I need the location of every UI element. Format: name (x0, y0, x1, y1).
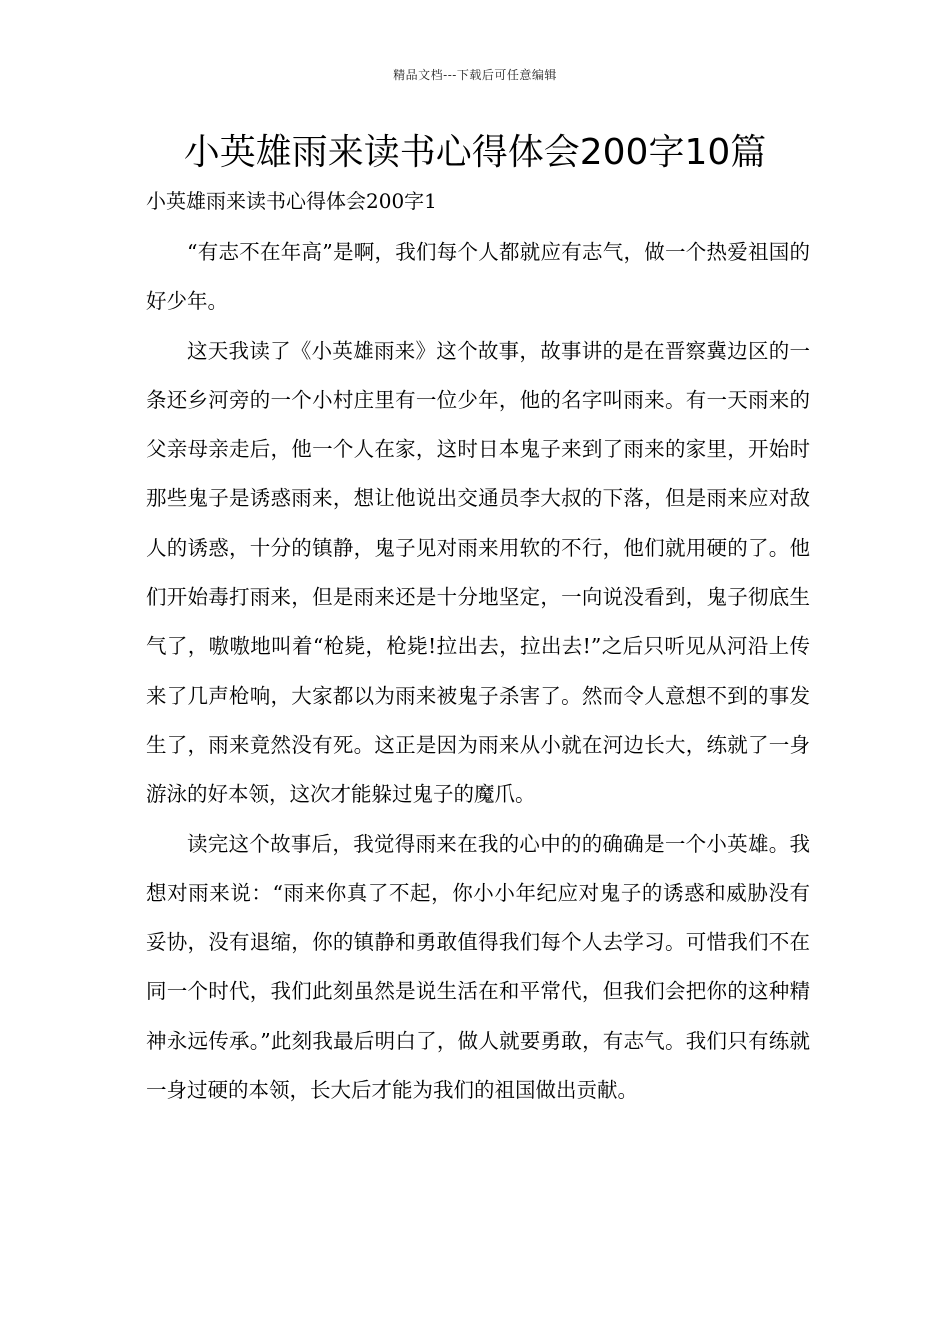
document-title: 小英雄雨来读书心得体会200字10篇 (183, 132, 767, 173)
section-heading: 小英雄雨来读书心得体会200字1 (146, 189, 437, 213)
paragraph: 读完这个故事后，我觉得雨来在我的心中的的确确是一个小英雄。我想对雨来说：“雨来你真了不起，你小小年纪应对鬼子的诱惑和威胁没有妥协，没有退缩，你的镇静和勇敢值得我们每个人去学习。可惜我们不在同一个时代，我们此刻虽然是说生活在和平常代，但我们会把你的这种精神永远传承。”此刻我最后明白了，做人就要勇敢，有志气。我们只有练就一身过硬的本领，长大后才能为我们的祖国做出贡献。 (146, 831, 810, 1103)
document-body (146, 228, 810, 1115)
paragraph: 这天我读了《小英雄雨来》这个故事，故事讲的是在晋察冀边区的一条还乡河旁的一个小村庄里有一位少年，他的名字叫雨来。有一天雨来的父亲母亲走后，他一个人在家，这时日本鬼子来到了雨来的家里，开始时那些鬼子是诱惑雨来，想让他说出交通员李大叔的下落，但是雨来应对敌人的诱惑，十分的镇静，鬼子见对雨来用软的不行，他们就用硬的了。他们开始毒打雨来，但是雨来还是十分地坚定，一向说没看到，鬼子彻底生气了，嗷嗷地叫着“枪毙，枪毙!拉出去，拉出去!”之后只听见从河沿上传来了几声枪响，大家都以为雨来被鬼子杀害了。然而令人意想不到的事发生了，雨来竟然没有死。这正是因为雨来从小就在河边长大，练就了一身游泳的好本领，这次才能躲过鬼子的魔爪。 (146, 338, 810, 807)
paragraph: “有志不在年高”是啊，我们每个人都就应有志气，做一个热爱祖国的好少年。 (146, 240, 810, 314)
page-header-note: 精品文档---下载后可任意编辑 (393, 68, 557, 82)
